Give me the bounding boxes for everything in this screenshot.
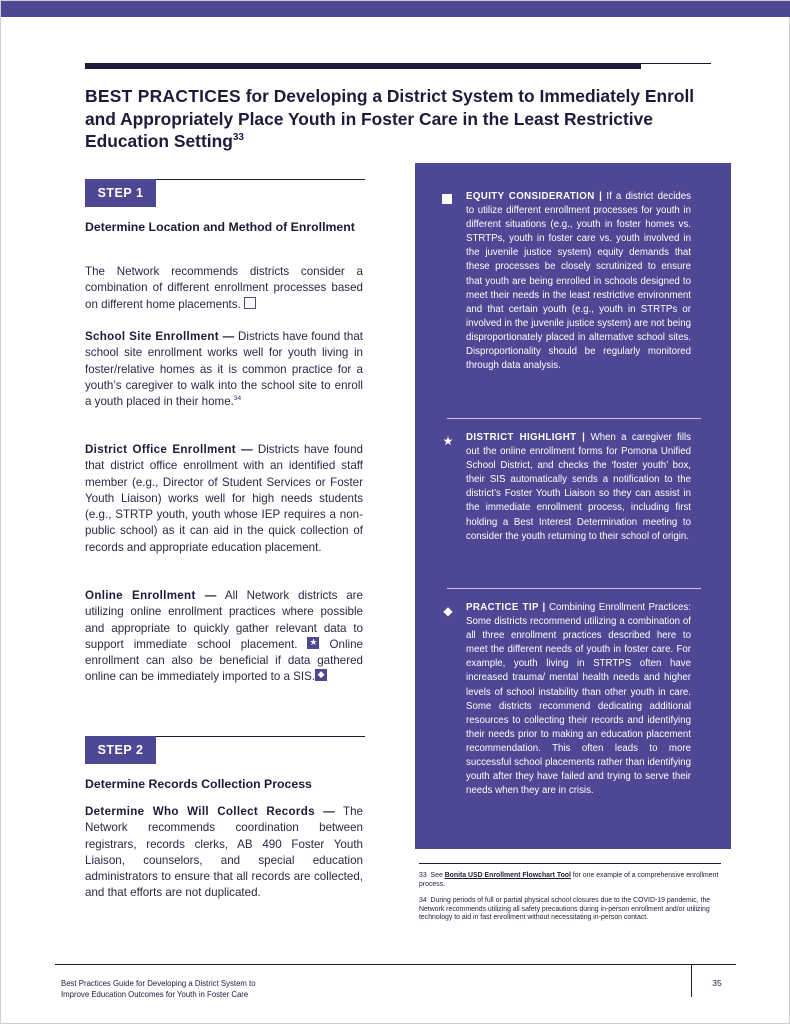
- district-office-enrollment-paragraph: District Office Enrollment — Districts have found that district office enrollment with an identified staff member (e.g., Director of Student Services or Foster Youth Liaison) works well for high needs students (e.g., STRTP youth, youth whose IEP requires a non-public school) as it can aid in the quick collection of records and appropriate education placement.: [85, 443, 363, 554]
- footer-guide-title: Best Practices Guide for Developing a District System to Improve Education Outcomes for Youth in Foster Care: [61, 979, 256, 999]
- bonita-flowchart-link[interactable]: Bonita USD Enrollment Flowchart Tool: [444, 872, 571, 879]
- footnote-33: 33 See Bonita USD Enrollment Flowchart Tool for one example of a comprehensive enrollment process.: [419, 872, 719, 888]
- equity-square-icon: [244, 297, 256, 309]
- school-site-enrollment-paragraph: School Site Enrollment — Districts have found that school site enrollment works well for youth living in foster/relative homes as it is common practice for a youth’s caregiver to walk into the school site to enroll a youth placed in their home.$^{34}$: [85, 330, 364, 409]
- step-1-badge: STEP 1: [85, 179, 156, 207]
- step-1-rule: [156, 179, 365, 180]
- district-highlight: DISTRICT HIGHLIGHT | When a caregiver fills out the online enrollment forms for Pomona Unified School District, and checks the ‘foster youth’ box, their SIS automatically sends a notification to the district’s Foster Youth Liaison so they can assist in the immediate enrollment process, including first holding a Best Interest Determination meeting to consider the youth returning to their school of origin.: [466, 432, 691, 542]
- panel-divider-2: [447, 588, 701, 589]
- online-enrollment-paragraph: Online Enrollment — All Network districts are utilizing online enrollment practices where possible and appropriate to quickly gather relevant data to support immediate school placement. ★ Online enrollment can also be beneficial if data gathered online can be immediately imported to a SIS. ◆: [85, 589, 363, 684]
- step-2-header: [85, 736, 365, 764]
- step-1-heading: Determine Location and Method of Enrollment: [85, 220, 355, 234]
- footer-divider: [691, 964, 692, 997]
- footnote-34: 34 During periods of full or partial physical school closures due to the COVID-19 pandemic, the Network recommends utilizing all safety precautions during in-person enrollment and/or utilizing technology to aid in fast enrollment without necessitating in-person contact.: [419, 897, 711, 921]
- square-icon: [442, 194, 452, 204]
- diamond-badge-icon: ◆: [315, 669, 327, 681]
- step-2-heading: Determine Records Collection Process: [85, 777, 312, 791]
- page-number: 35: [712, 978, 722, 988]
- star-badge-icon: ★: [309, 636, 318, 647]
- practice-tip: PRACTICE TIP | Combining Enrollment Practices: Some districts recommend utilizing a combination of all three enrollment practices described here to meet the different needs of youth in foster care. For example, youth living in STRTPS often have increased trauma/ mental health needs and higher levels of school instability than other youth in care. Some districts recommend dedicating additional resources to collecting their records and identifying their needs prior to making an education placement recommendation. This often leads to more successful school placements rather than identifying youth after they have failed and trying to serve their needs when they are in crisis.: [466, 602, 691, 797]
- step-1-intro: The Network recommends districts consider a combination of different enrollment processes based on different home placements.: [85, 265, 363, 311]
- step-2-rule: [156, 736, 365, 737]
- diamond-icon: ◆: [443, 604, 453, 618]
- star-icon: ★: [442, 434, 454, 448]
- callout-panel: [415, 163, 731, 849]
- top-color-bar: [1, 1, 790, 17]
- equity-consideration: EQUITY CONSIDERATION | If a district decides to utilize different enrollment processes for youth in different situations (e.g., youth in foster homes vs. STRTPs, youth in foster care vs. youth involved in the juvenile justice system) equity demands that these processes be closely scrutinized to ensure that youth are being enrolled in schools designed to meet their needs in the least restrictive environment and that certain youth (e.g., youth in STRTPs or involved in the juvenile justice system) are not being disproportionately placed in alternative school sites. Disproportionality should be regularly monitored through data analysis.: [466, 191, 691, 372]
- step-1-header: [85, 179, 365, 207]
- page-title: BEST PRACTICES for Developing a District System to Immediately Enroll and Appropriately Place Youth in Foster Care in the Least Restrictive Education Setting$^{33}$: [85, 86, 695, 151]
- footer-rule: [55, 964, 736, 965]
- title-footnote-ref: 33: [232, 132, 244, 144]
- records-collection-paragraph: Determine Who Will Collect Records — The Network recommends coordination between registrars, records clerks, AB 490 Foster Youth Liaison, counselors, and special education administrators to ensure that all records are collected, and that efforts are not duplicated.: [85, 805, 363, 900]
- title-rule-accent: [85, 63, 641, 69]
- footnote-rule: [419, 863, 721, 864]
- step-2-badge: STEP 2: [85, 736, 156, 764]
- panel-divider-1: [447, 418, 701, 419]
